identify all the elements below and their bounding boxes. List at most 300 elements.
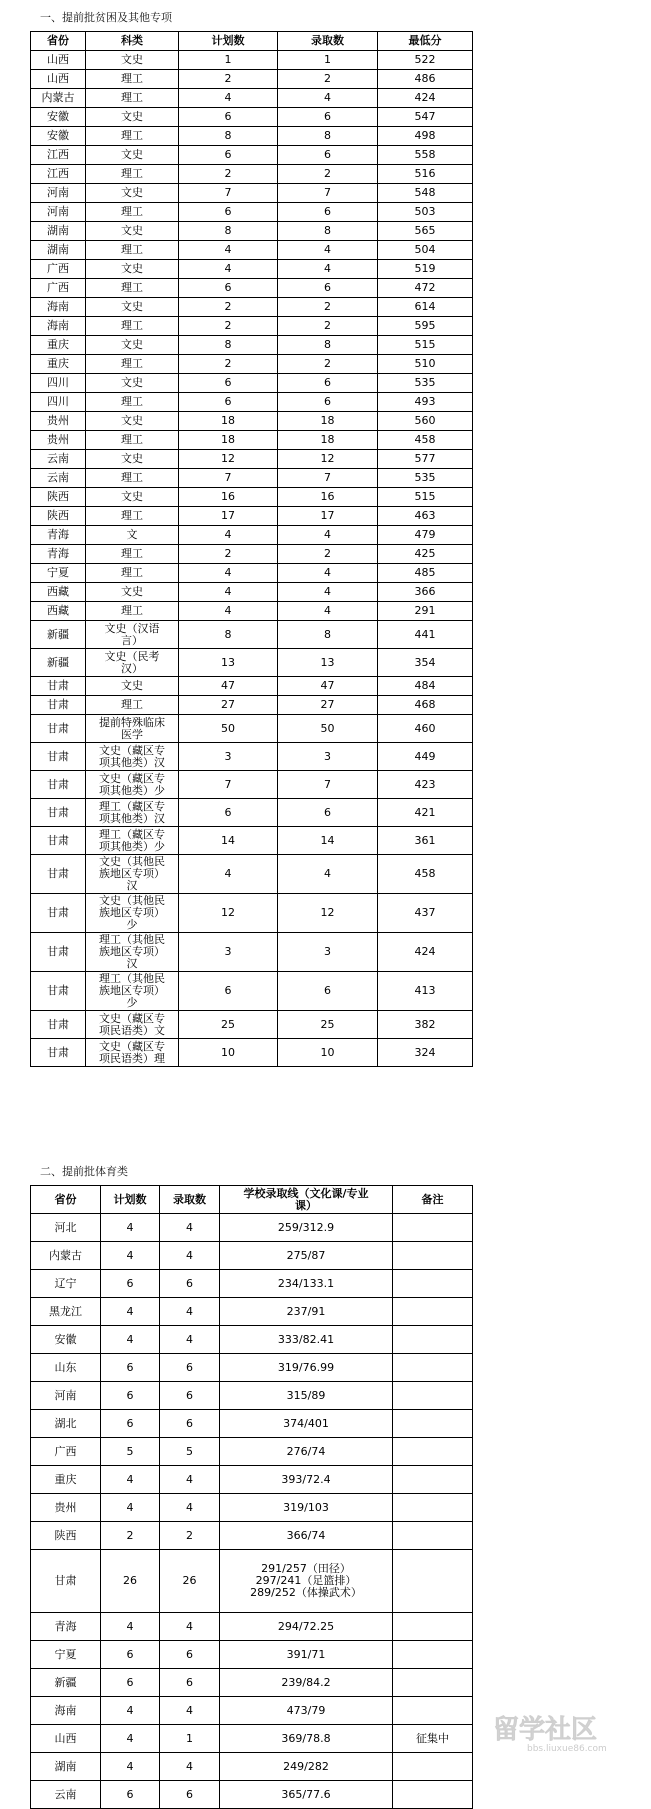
table-cell: 516 <box>378 165 473 184</box>
table-cell: 515 <box>378 336 473 355</box>
table-cell: 25 <box>179 1011 278 1039</box>
table-cell: 50 <box>278 715 378 743</box>
table-cell: 云南 <box>31 450 86 469</box>
table-row <box>31 1753 473 1781</box>
table-cell: 文史 <box>86 51 179 70</box>
table-cell <box>393 1382 473 1410</box>
table-cell: 7 <box>278 469 378 488</box>
table-cell: 5 <box>101 1438 160 1466</box>
table-cell: 甘肃 <box>31 799 86 827</box>
table-cell: 文史（汉语 言） <box>86 621 179 649</box>
table-cell: 484 <box>378 677 473 696</box>
table-cell: 365/77.6 <box>220 1781 393 1809</box>
table-cell: 4 <box>101 1466 160 1494</box>
table-row <box>31 1039 473 1067</box>
table-cell: 472 <box>378 279 473 298</box>
table-cell: 甘肃 <box>31 933 86 972</box>
table-cell: 361 <box>378 827 473 855</box>
table-cell: 安徽 <box>31 127 86 146</box>
svg-text:留学社区: 留学社区 <box>493 1715 598 1745</box>
table-row <box>31 855 473 894</box>
table-cell: 西藏 <box>31 583 86 602</box>
table-cell: 13 <box>278 649 378 677</box>
table-cell: 3 <box>278 933 378 972</box>
column-header: 录取数 <box>160 1186 220 1214</box>
table-cell: 文史 <box>86 184 179 203</box>
table-row <box>31 184 473 203</box>
table-cell: 甘肃 <box>31 771 86 799</box>
table-row <box>31 51 473 70</box>
table-cell: 6 <box>101 1354 160 1382</box>
table-cell <box>393 1410 473 1438</box>
table-row <box>31 1298 473 1326</box>
table-cell: 新疆 <box>31 649 86 677</box>
table-cell: 12 <box>278 450 378 469</box>
table-cell: 4 <box>160 1613 220 1641</box>
table-cell: 614 <box>378 298 473 317</box>
table-cell: 2 <box>179 355 278 374</box>
table-cell: 湖南 <box>31 1753 101 1781</box>
table-cell: 6 <box>101 1641 160 1669</box>
table-cell: 595 <box>378 317 473 336</box>
table-cell: 理工（藏区专 项其他类）汉 <box>86 799 179 827</box>
table-cell: 234/133.1 <box>220 1270 393 1298</box>
table-row <box>31 1438 473 1466</box>
table-cell: 4 <box>160 1494 220 1522</box>
table-cell: 文史（藏区专 项民语类）理 <box>86 1039 179 1067</box>
special-program-table <box>30 31 473 1067</box>
table-cell: 江西 <box>31 146 86 165</box>
table-row <box>31 108 473 127</box>
table-row <box>31 412 473 431</box>
table-cell: 广西 <box>31 260 86 279</box>
table-cell: 558 <box>378 146 473 165</box>
table-cell: 文史 <box>86 260 179 279</box>
table-cell: 6 <box>278 799 378 827</box>
table-cell: 重庆 <box>31 355 86 374</box>
table-cell: 458 <box>378 855 473 894</box>
table-row <box>31 1242 473 1270</box>
table-cell: 333/82.41 <box>220 1326 393 1354</box>
table-cell: 4 <box>160 1242 220 1270</box>
table-cell: 4 <box>160 1214 220 1242</box>
table-cell: 393/72.4 <box>220 1466 393 1494</box>
table-cell: 366/74 <box>220 1522 393 1550</box>
table-row <box>31 317 473 336</box>
table-cell: 47 <box>278 677 378 696</box>
table-cell: 文史 <box>86 583 179 602</box>
table-cell: 535 <box>378 469 473 488</box>
table-cell: 6 <box>160 1410 220 1438</box>
table-row <box>31 469 473 488</box>
table-cell: 6 <box>278 279 378 298</box>
table-cell: 8 <box>179 222 278 241</box>
table-cell: 565 <box>378 222 473 241</box>
table-cell: 6 <box>278 146 378 165</box>
table-cell: 青海 <box>31 1613 101 1641</box>
table-cell: 354 <box>378 649 473 677</box>
table-cell: 贵州 <box>31 412 86 431</box>
table-header-row <box>31 32 473 51</box>
table-cell: 6 <box>278 393 378 412</box>
table-cell: 6 <box>179 146 278 165</box>
table-cell: 8 <box>179 127 278 146</box>
table-cell: 甘肃 <box>31 677 86 696</box>
table-cell <box>393 1326 473 1354</box>
table-cell: 2 <box>179 165 278 184</box>
table-cell: 437 <box>378 894 473 933</box>
table-cell: 重庆 <box>31 1466 101 1494</box>
table-cell: 理工 <box>86 241 179 260</box>
table-cell: 6 <box>160 1270 220 1298</box>
table-cell: 4 <box>278 583 378 602</box>
table-cell: 319/76.99 <box>220 1354 393 1382</box>
table-cell: 17 <box>278 507 378 526</box>
table-cell: 6 <box>179 108 278 127</box>
table-cell: 6 <box>179 393 278 412</box>
table-cell: 理工 <box>86 431 179 450</box>
table-cell: 2 <box>278 70 378 89</box>
table-cell: 内蒙古 <box>31 1242 101 1270</box>
table-cell: 12 <box>179 894 278 933</box>
table-cell: 文史 <box>86 336 179 355</box>
table-row <box>31 336 473 355</box>
table-cell: 甘肃 <box>31 1550 101 1613</box>
table-cell: 12 <box>278 894 378 933</box>
table-row <box>31 602 473 621</box>
table-row <box>31 1354 473 1382</box>
table-cell: 四川 <box>31 393 86 412</box>
table-cell: 485 <box>378 564 473 583</box>
table-cell: 6 <box>179 374 278 393</box>
table-row <box>31 165 473 184</box>
table-row <box>31 771 473 799</box>
table-cell: 460 <box>378 715 473 743</box>
table-cell: 4 <box>101 1697 160 1725</box>
table-cell: 6 <box>160 1669 220 1697</box>
table-cell: 6 <box>278 203 378 222</box>
table-cell: 473/79 <box>220 1697 393 1725</box>
table-row <box>31 1781 473 1809</box>
table-cell: 安徽 <box>31 1326 101 1354</box>
table-cell: 理工 <box>86 279 179 298</box>
table-cell: 理工 <box>86 564 179 583</box>
table-cell: 文史（民考 汉） <box>86 649 179 677</box>
table-cell <box>393 1298 473 1326</box>
table-cell: 6 <box>160 1781 220 1809</box>
table-cell: 13 <box>179 649 278 677</box>
table-cell: 安徽 <box>31 108 86 127</box>
table-cell: 4 <box>278 241 378 260</box>
table-cell: 辽宁 <box>31 1270 101 1298</box>
table-cell: 522 <box>378 51 473 70</box>
table-cell: 理工 <box>86 203 179 222</box>
table-cell: 4 <box>179 260 278 279</box>
table-cell: 陕西 <box>31 1522 101 1550</box>
table-cell: 8 <box>278 127 378 146</box>
table-cell: 291/257（田径） 297/241（足篮排） 289/252（体操武术） <box>220 1550 393 1613</box>
table-cell: 6 <box>179 799 278 827</box>
table-cell: 重庆 <box>31 336 86 355</box>
table-cell: 4 <box>179 564 278 583</box>
table-cell: 27 <box>278 696 378 715</box>
table-cell: 4 <box>278 526 378 545</box>
table-cell: 4 <box>160 1298 220 1326</box>
table-cell: 内蒙古 <box>31 89 86 108</box>
sports-admission-table <box>30 1185 473 1809</box>
table-cell: 理工 <box>86 507 179 526</box>
table-cell: 海南 <box>31 1697 101 1725</box>
table-cell: 315/89 <box>220 1382 393 1410</box>
table-cell: 249/282 <box>220 1753 393 1781</box>
table-cell: 468 <box>378 696 473 715</box>
table-cell: 河南 <box>31 1382 101 1410</box>
table-cell: 四川 <box>31 374 86 393</box>
table-cell: 4 <box>101 1326 160 1354</box>
table-cell: 519 <box>378 260 473 279</box>
table-cell: 239/84.2 <box>220 1669 393 1697</box>
table-cell: 2 <box>179 298 278 317</box>
section-1-title: 一、提前批贫困及其他专项 <box>40 11 172 24</box>
table-cell <box>393 1522 473 1550</box>
table-row <box>31 298 473 317</box>
table-cell: 510 <box>378 355 473 374</box>
table-cell: 理工 <box>86 545 179 564</box>
table-cell: 山西 <box>31 70 86 89</box>
table-cell: 449 <box>378 743 473 771</box>
table-cell: 391/71 <box>220 1641 393 1669</box>
table-cell: 提前特殊临床 医学 <box>86 715 179 743</box>
table-cell: 文史（藏区专 项其他类）汉 <box>86 743 179 771</box>
table-row <box>31 70 473 89</box>
table-cell: 4 <box>160 1753 220 1781</box>
table-row <box>31 1494 473 1522</box>
table-cell <box>393 1466 473 1494</box>
table-cell: 文史 <box>86 108 179 127</box>
table-cell: 8 <box>179 336 278 355</box>
table-cell: 577 <box>378 450 473 469</box>
table-row <box>31 743 473 771</box>
table-cell: 50 <box>179 715 278 743</box>
table-cell: 7 <box>278 771 378 799</box>
column-header: 备注 <box>393 1186 473 1214</box>
table-cell: 甘肃 <box>31 743 86 771</box>
column-header: 省份 <box>31 32 86 51</box>
table-row <box>31 799 473 827</box>
table-cell: 宁夏 <box>31 564 86 583</box>
table-cell: 6 <box>278 374 378 393</box>
table-cell: 理工 <box>86 355 179 374</box>
table-cell: 6 <box>278 108 378 127</box>
table-cell: 10 <box>179 1039 278 1067</box>
table-cell: 山西 <box>31 51 86 70</box>
table-cell: 文史（其他民 族地区专项） 少 <box>86 894 179 933</box>
table-cell: 259/312.9 <box>220 1214 393 1242</box>
table-row <box>31 260 473 279</box>
table-cell: 1 <box>179 51 278 70</box>
table-row <box>31 1214 473 1242</box>
table-cell: 16 <box>179 488 278 507</box>
table-cell: 47 <box>179 677 278 696</box>
table-cell: 4 <box>179 526 278 545</box>
table-cell: 甘肃 <box>31 1039 86 1067</box>
table-cell: 理工 <box>86 70 179 89</box>
table-cell: 319/103 <box>220 1494 393 1522</box>
table-cell: 10 <box>278 1039 378 1067</box>
table-cell <box>393 1697 473 1725</box>
table-cell: 18 <box>179 431 278 450</box>
table-cell: 424 <box>378 933 473 972</box>
table-cell: 河南 <box>31 184 86 203</box>
column-header: 科类 <box>86 32 179 51</box>
table-cell: 515 <box>378 488 473 507</box>
table-cell: 237/91 <box>220 1298 393 1326</box>
table-cell: 441 <box>378 621 473 649</box>
table-cell <box>393 1753 473 1781</box>
table-cell: 2 <box>278 298 378 317</box>
table-cell: 湖北 <box>31 1410 101 1438</box>
table-cell: 14 <box>179 827 278 855</box>
table-row <box>31 1641 473 1669</box>
table-cell <box>393 1242 473 1270</box>
table-cell: 4 <box>101 1298 160 1326</box>
table-row <box>31 1725 473 1753</box>
table-cell: 324 <box>378 1039 473 1067</box>
table-cell: 413 <box>378 972 473 1011</box>
table-cell: 甘肃 <box>31 696 86 715</box>
table-cell: 广西 <box>31 1438 101 1466</box>
table-cell: 青海 <box>31 545 86 564</box>
table-row <box>31 127 473 146</box>
table-row <box>31 583 473 602</box>
table-cell: 1 <box>278 51 378 70</box>
table-cell: 8 <box>278 336 378 355</box>
table-row <box>31 431 473 450</box>
table-cell: 陕西 <box>31 488 86 507</box>
table-cell: 2 <box>160 1522 220 1550</box>
table-row <box>31 1466 473 1494</box>
table-cell: 2 <box>101 1522 160 1550</box>
table-cell <box>393 1214 473 1242</box>
table-cell: 291 <box>378 602 473 621</box>
table-row <box>31 564 473 583</box>
table-cell <box>393 1669 473 1697</box>
table-cell: 征集中 <box>393 1725 473 1753</box>
table-cell: 云南 <box>31 1781 101 1809</box>
table-cell: 文史 <box>86 298 179 317</box>
watermark-logo <box>487 1710 647 1754</box>
table-cell: 276/74 <box>220 1438 393 1466</box>
table-cell: 海南 <box>31 317 86 336</box>
table-cell: 4 <box>160 1326 220 1354</box>
table-cell: 文史（藏区专 项民语类）文 <box>86 1011 179 1039</box>
table-cell: 548 <box>378 184 473 203</box>
table-row <box>31 933 473 972</box>
table-cell: 2 <box>278 165 378 184</box>
column-header: 省份 <box>31 1186 101 1214</box>
table-cell: 4 <box>179 602 278 621</box>
table-cell: 4 <box>278 89 378 108</box>
table-cell <box>393 1641 473 1669</box>
table-cell: 547 <box>378 108 473 127</box>
table-cell: 8 <box>278 222 378 241</box>
section-2-title: 二、提前批体育类 <box>40 1165 128 1178</box>
table-cell: 甘肃 <box>31 894 86 933</box>
table-cell: 甘肃 <box>31 1011 86 1039</box>
table-cell <box>393 1613 473 1641</box>
table-cell: 江西 <box>31 165 86 184</box>
table-cell: 6 <box>179 203 278 222</box>
column-header: 计划数 <box>179 32 278 51</box>
table-cell: 5 <box>160 1438 220 1466</box>
table-cell: 8 <box>179 621 278 649</box>
table-row <box>31 89 473 108</box>
table-cell: 理工（其他民 族地区专项） 少 <box>86 972 179 1011</box>
table-cell: 6 <box>101 1669 160 1697</box>
table-row <box>31 488 473 507</box>
table-row <box>31 827 473 855</box>
table-cell: 4 <box>101 1242 160 1270</box>
table-row <box>31 894 473 933</box>
table-cell: 3 <box>179 933 278 972</box>
table-cell: 4 <box>278 602 378 621</box>
column-header: 录取数 <box>278 32 378 51</box>
table-cell: 7 <box>179 184 278 203</box>
table-cell: 26 <box>160 1550 220 1613</box>
table-cell: 504 <box>378 241 473 260</box>
table-cell: 海南 <box>31 298 86 317</box>
table-cell: 18 <box>278 431 378 450</box>
table-cell: 4 <box>101 1494 160 1522</box>
table-cell: 2 <box>179 545 278 564</box>
table-row <box>31 355 473 374</box>
table-cell: 理工 <box>86 127 179 146</box>
table-row <box>31 374 473 393</box>
table-cell: 贵州 <box>31 1494 101 1522</box>
table-cell: 甘肃 <box>31 972 86 1011</box>
table-cell: 6 <box>101 1410 160 1438</box>
table-cell: 366 <box>378 583 473 602</box>
table-cell: 4 <box>278 260 378 279</box>
table-cell: 8 <box>278 621 378 649</box>
table-cell: 云南 <box>31 469 86 488</box>
table-cell: 498 <box>378 127 473 146</box>
table-cell: 文史（藏区专 项其他类）少 <box>86 771 179 799</box>
table-row <box>31 146 473 165</box>
table-cell: 文史 <box>86 412 179 431</box>
table-cell: 14 <box>278 827 378 855</box>
table-cell <box>393 1270 473 1298</box>
table-row <box>31 1613 473 1641</box>
table-cell: 4 <box>179 89 278 108</box>
table-cell: 18 <box>278 412 378 431</box>
column-header: 学校录取线（文化课/专业 课） <box>220 1186 393 1214</box>
table-row <box>31 279 473 298</box>
table-cell: 理工 <box>86 317 179 336</box>
table-cell <box>393 1438 473 1466</box>
svg-text:bbs.liuxue86.com: bbs.liuxue86.com <box>527 1744 607 1754</box>
table-cell: 陕西 <box>31 507 86 526</box>
table-row <box>31 241 473 260</box>
table-row <box>31 677 473 696</box>
table-cell: 2 <box>278 317 378 336</box>
table-cell: 文史 <box>86 450 179 469</box>
table-cell: 463 <box>378 507 473 526</box>
table-cell: 4 <box>179 583 278 602</box>
table-cell: 理工 <box>86 89 179 108</box>
table-cell: 6 <box>179 972 278 1011</box>
table-cell: 16 <box>278 488 378 507</box>
